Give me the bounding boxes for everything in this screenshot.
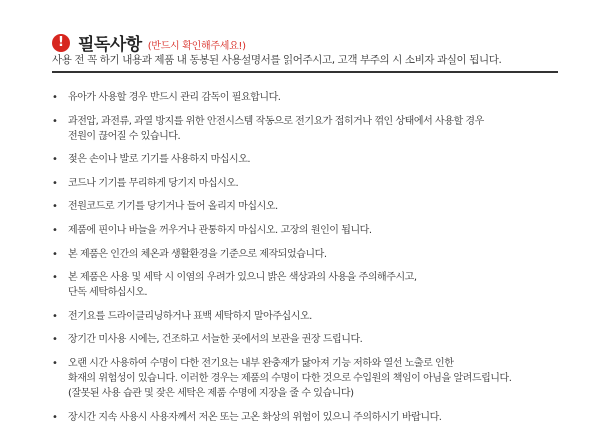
header-divider	[52, 71, 558, 73]
notice-item-line: • 장기간 미사용 시에는, 건조하고 서늘한 곳에서의 보관을 권장 드립니다.	[68, 334, 363, 346]
notice-item	[52, 176, 558, 191]
notice-item-line: • 코드나 기기를 무리하게 당기지 마십시오.	[68, 177, 239, 189]
notice-item-line: • 제품에 핀이나 바늘을 꺼우거나 관통하지 마십시오. 고장의 원인이 됩니다.	[68, 224, 372, 236]
notice-item	[52, 270, 558, 300]
notice-item-line: 전원이 끊어질 수 있습니다.	[68, 130, 181, 142]
notice-item-line: 화재의 위험성이 있습니다. 이러한 경우는 제품의 수명이 다한 것으로 수입원의 책임이 아님을 알려드립니다.	[68, 372, 512, 384]
notice-item	[52, 332, 558, 347]
notice-item-line: • 본 제품은 인간의 체온과 생활환경을 기준으로 제작되었습니다.	[68, 248, 327, 260]
notice-item-line: 단독 세탁하십시오.	[68, 287, 148, 299]
notice-item-line: • 전원코드로 기기를 당기거나 들어 올리지 마십시오.	[68, 201, 278, 213]
notice-item-line: • 과전압, 과전류, 과열 방지를 위한 안전시스템 작동으로 전기요가 접히거나 꺾인 상태에서 사용할 경우	[68, 115, 484, 127]
notice-item-line: • 본 제품은 사용 및 세탁 시 이염의 우려가 있으니 밝은 색상과의 사용을 주의해주시고,	[68, 272, 417, 284]
notice-item	[52, 199, 558, 214]
notice-item-line: • 장시간 지속 사용시 사용자께서 저온 또는 고온 화상의 위험이 있으니 주의하시기 바랍니다.	[68, 411, 442, 423]
notice-item	[52, 247, 558, 262]
notice-item	[52, 309, 558, 324]
notice-item	[52, 356, 558, 401]
notice-item	[52, 90, 558, 105]
intro-text: 사용 전 꼭 하기 내용과 제품 내 동봉된 사용설명서를 읽어주시고, 고객 부주의 시 소비자 과실이 됩니다.	[52, 54, 502, 66]
exclamation-icon: !	[52, 34, 70, 52]
notice-item-line: (잘못된 사용 습관 및 잦은 세탁은 제품 수명에 지장을 줄 수 있습니다)	[68, 387, 354, 399]
notice-title: 필독사항	[78, 35, 142, 55]
notice-item-line: • 젖은 손이나 발로 기기를 사용하지 마십시오.	[68, 154, 251, 166]
notice-subtitle: (반드시 확인해주세요!)	[147, 40, 246, 52]
notice-item	[52, 114, 558, 144]
notice-item	[52, 410, 558, 425]
notice-item-line: • 오랜 시간 사용하여 수명이 다한 전기요는 내부 완충재가 닳아져 기능 저하와 열선 노출로 인한	[68, 357, 454, 369]
notice-item	[52, 223, 558, 238]
notice-item-line: • 전기요를 드라이클리닝하거나 표백 세탁하지 말아주십시오.	[68, 310, 312, 322]
notice-list	[52, 90, 558, 433]
notice-item	[52, 152, 558, 167]
notice-item-line: • 유아가 사용할 경우 반드시 관리 감독이 필요합니다.	[68, 92, 281, 103]
